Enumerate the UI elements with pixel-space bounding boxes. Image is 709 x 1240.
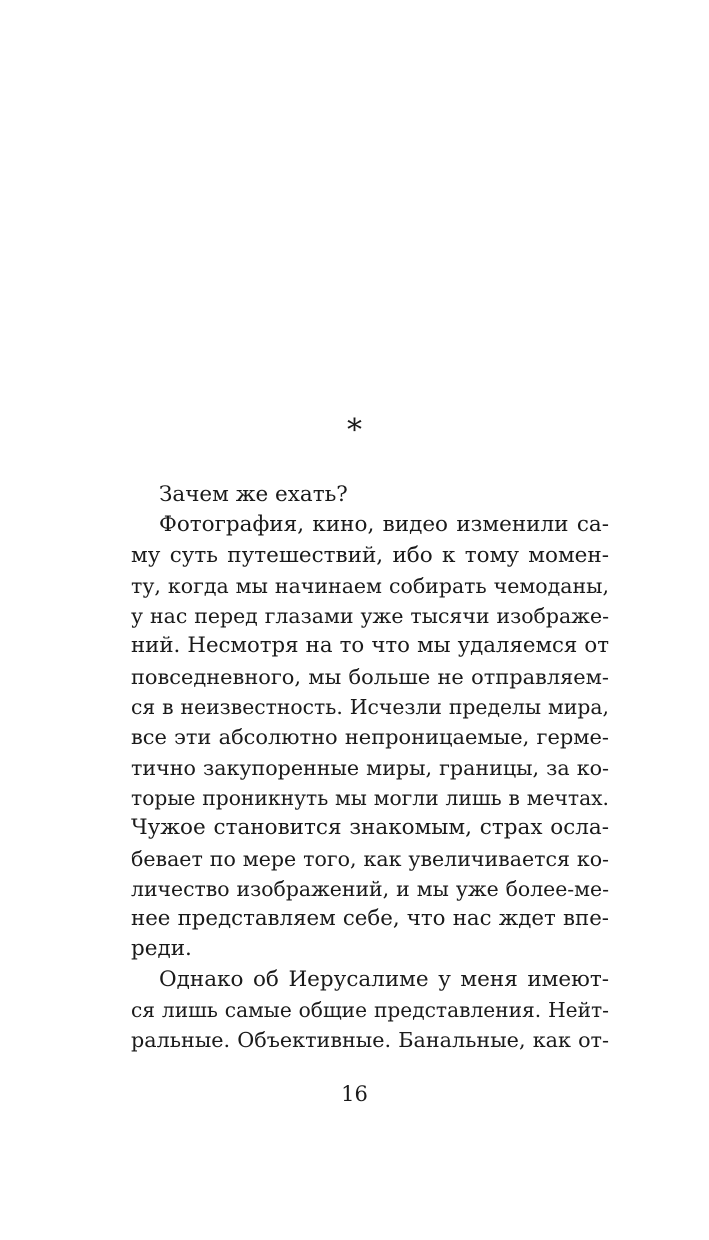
text-line: у нас перед глазами уже тысячи изображе- bbox=[131, 604, 609, 629]
text-line: реди. bbox=[131, 936, 192, 962]
text-line: ся в неизвестность. Исчезли пределы мира, bbox=[131, 695, 609, 720]
text-line: Зачем же ехать? bbox=[159, 482, 348, 507]
text-line: нее представляем себе, что нас ждет впе- bbox=[131, 906, 609, 932]
section-separator: * bbox=[347, 413, 362, 448]
text-line: Фотография, кино, видео изменили са- bbox=[159, 512, 609, 538]
text-line: ральные. Объективные. Банальные, как от- bbox=[131, 1028, 609, 1053]
text-line: Однако об Иерусалиме у меня имеют- bbox=[159, 966, 609, 992]
text-line: ся лишь самые общие представления. Нейт- bbox=[131, 998, 609, 1023]
text-line: личество изображений, и мы уже более-ме- bbox=[131, 876, 609, 901]
text-line: бевает по мере того, как увеличивается ко- bbox=[131, 846, 609, 871]
text-line: му суть путешествий, ибо к тому момен- bbox=[131, 542, 609, 568]
text-line: тично закупоренные миры, границы, за ко- bbox=[131, 755, 609, 780]
body-text bbox=[131, 480, 609, 1056]
text-line: Чужое становится знакомым, страх осла- bbox=[131, 815, 609, 841]
text-line: повседневного, мы больше не отправляем- bbox=[131, 664, 609, 689]
text-line: все эти абсолютно непроницаемые, герме- bbox=[131, 725, 609, 750]
page-number: 16 bbox=[341, 1082, 368, 1106]
text-line: ту, когда мы начинаем собирать чемоданы, bbox=[131, 573, 609, 598]
text-line: ний. Несмотря на то что мы удаляемся от bbox=[131, 633, 609, 659]
text-line: торые проникнуть мы могли лишь в мечтах. bbox=[131, 785, 609, 810]
